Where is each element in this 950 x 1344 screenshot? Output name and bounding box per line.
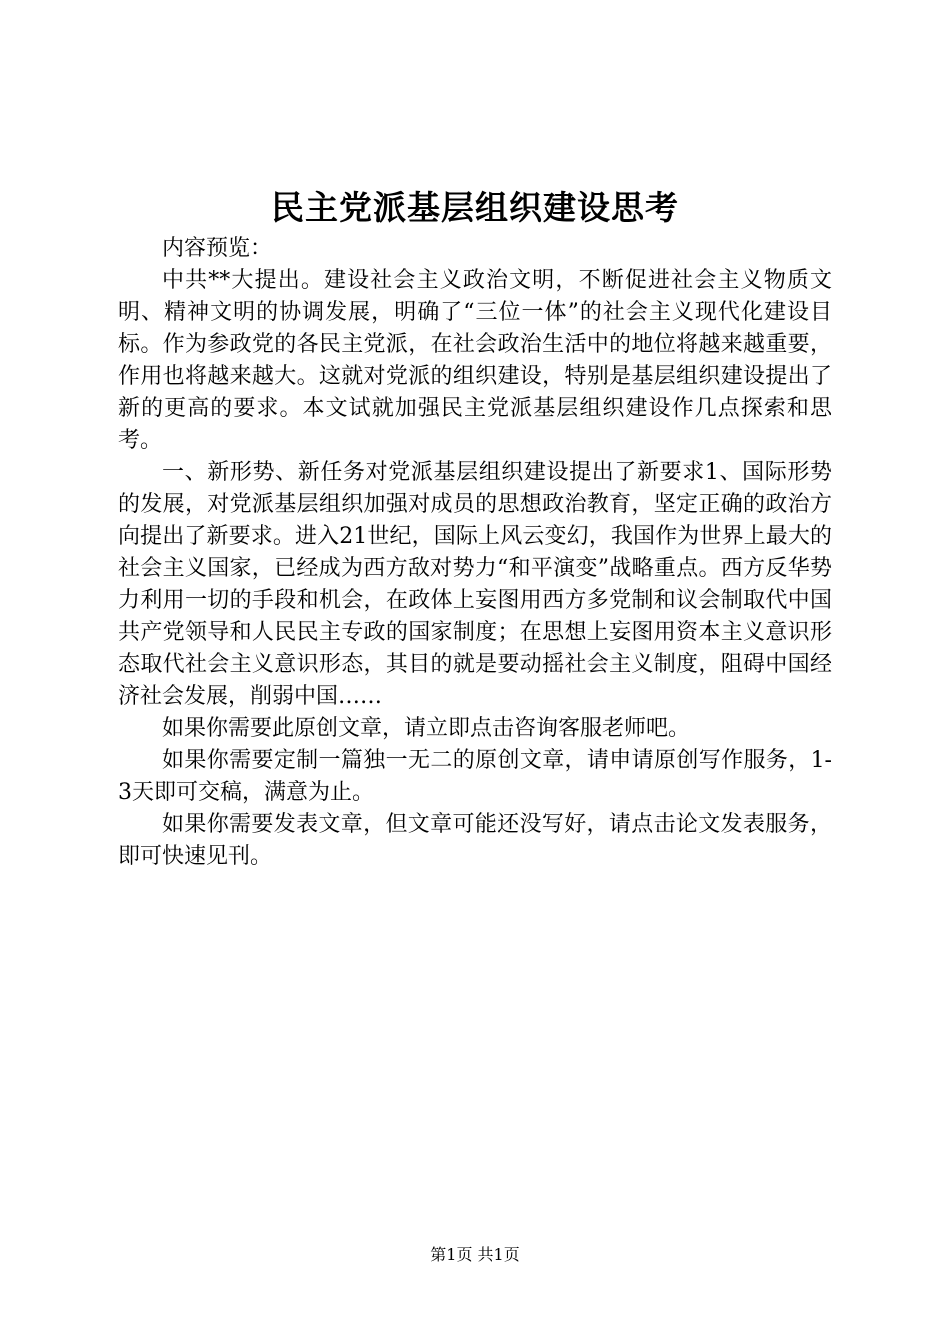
document-body xyxy=(118,233,832,873)
page-number-footer: 第1页 共1页 xyxy=(430,1245,520,1264)
paragraph-custom-writing: 如果你需要定制一篇独一无二的原创文章，请申请原创写作服务，1-3天即可交稿，满意为止。 xyxy=(118,748,832,805)
paragraph-intro: 中共**大提出。建设社会主义政治文明，不断促进社会主义物质文明、精神文明的协调发展，明确了“三位一体”的社会主义现代化建设目标。作为参政党的各民主党派，在社会政治生活中的地位将越来越重要，作用也将越来越大。这就对党派的组织建设，特别是基层组织建设提出了新的更高的要求。本文试就加强民主党派基层组织建设作几点探索和思考。 xyxy=(118,268,832,453)
paragraph-contact: 如果你需要此原创文章，请立即点击咨询客服老师吧。 xyxy=(162,716,691,741)
paragraph-section-one: 一、新形势、新任务对党派基层组织建设提出了新要求1、国际形势的发展，对党派基层组织加强对成员的思想政治教育，坚定正确的政治方向提出了新要求。进入21世纪，国际上风云变幻，我国作为世界上最大的社会主义国家，已经成为西方敌对势力“和平演变”战略重点。西方反华势力利用一切的手段和机会，在政体上妄图用西方多党制和议会制取代中国共产党领导和人民民主专政的国家制度；在思想上妄图用资本主义意识形态取代社会主义意识形态，其目的就是要动摇社会主义制度，阻碍中国经济社会发展，削弱中国…… xyxy=(118,460,832,709)
document-title: 民主党派基层组织建设思考 xyxy=(271,188,679,227)
preview-label: 内容预览： xyxy=(162,236,273,261)
paragraph-publishing: 如果你需要发表文章，但文章可能还没写好，请点击论文发表服务，即可快速见刊。 xyxy=(118,812,832,869)
